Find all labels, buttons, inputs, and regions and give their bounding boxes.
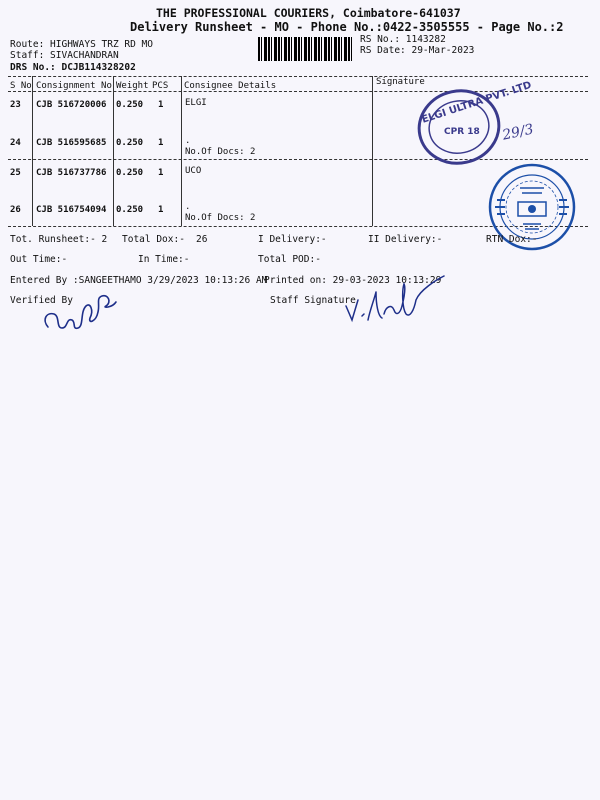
runsheet-title: Delivery Runsheet - MO - Phone No.:0422-3505555 - Page No.:2 [130,20,564,34]
table-top-rule [8,76,588,77]
ii-delivery: II Delivery:- [368,234,443,245]
staff-label: Staff: SIVACHANDRAN [10,50,119,61]
barcode [258,37,353,61]
staff-handwritten-signature [340,270,450,330]
rs-date: RS Date: 29-Mar-2023 [360,45,475,56]
table-row-consignee: ELGI [185,98,207,108]
verified-by: Verified By [10,295,73,306]
table-row-consignment: CJB 516595685 [36,138,107,148]
col-divider [32,76,33,226]
handwritten-date [500,110,560,150]
header-consignee-details: Consignee Details [184,81,277,91]
table-row-consignee: . [185,136,191,146]
header-weight: Weight [116,81,149,91]
col-divider [181,76,182,226]
total-runsheet: Tot. Runsheet:- 2 [10,234,108,245]
header-pcs: PCS [152,81,169,91]
rs-number: RS No.: 1143282 [360,34,446,45]
table-row-consignee: UCO [185,166,202,176]
company-title: THE PROFESSIONAL COURIERS, Coimbatore-641037 [156,6,461,20]
verifier-signature [40,282,135,342]
table-row-pcs: 1 [158,100,164,110]
elgi-stamp-date: CPR 18 [444,127,480,137]
table-row-docs: No.Of Docs: 2 [185,213,256,223]
elgi-stamp-text: ELGI ULTRA PVT. LTD [420,79,533,126]
table-row-sno: 26 [10,205,21,215]
staff-signature-label: Staff Signature [270,295,356,306]
table-row-consignee: . [185,202,191,212]
table-row-weight: 0.250 [116,168,144,178]
printed-on: Printed on: 29-03-2023 10:13:29 [264,275,442,286]
table-row-docs: No.Of Docs: 2 [185,147,256,157]
header-consignment: Consignment No [36,81,112,91]
col-divider [372,76,373,226]
total-dox-label: Total Dox:- [122,234,185,245]
table-row-sno: 24 [10,138,21,148]
table-row-pcs: 1 [158,168,164,178]
table-row-consignment: CJB 516720006 [36,100,107,110]
total-pod: Total POD:- [258,254,321,265]
col-divider [113,76,114,226]
table-row-consignment: CJB 516737786 [36,168,107,178]
total-dox-value: 26 [196,234,208,245]
header-signature: Signature [376,77,425,87]
i-delivery: I Delivery:- [258,234,327,245]
rtn-dox: RTN Dox:- [486,234,538,245]
route-label: Route: HIGHWAYS TRZ RD MO [10,39,153,50]
table-row-weight: 0.250 [116,138,144,148]
table-row-weight: 0.250 [116,100,144,110]
table-row-sno: 23 [10,100,21,110]
svg-text:29/3: 29/3 [500,121,536,144]
in-time: In Time:- [138,254,190,265]
table-row-weight: 0.250 [116,205,144,215]
table-row-sno: 25 [10,168,21,178]
table-row-pcs: 1 [158,138,164,148]
table-row-consignment: CJB 516754094 [36,205,107,215]
drs-number: DRS No.: DCJB114328202 [10,62,136,73]
out-time: Out Time:- [10,254,68,265]
header-sno: S No [10,81,32,91]
table-row-pcs: 1 [158,205,164,215]
entered-by: Entered By :SANGEETHAMO 3/29/2023 10:13:26 AM [10,275,268,286]
